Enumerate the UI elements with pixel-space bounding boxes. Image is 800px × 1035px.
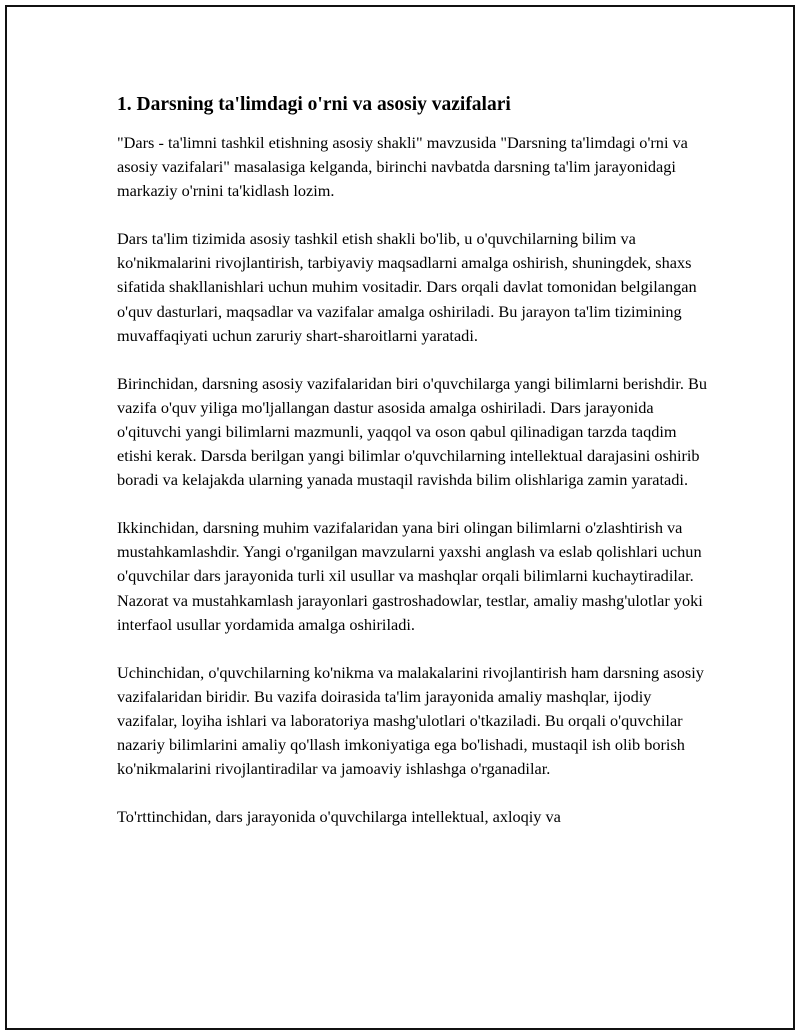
paragraph-tortinchidan: To'rttinchidan, dars jarayonida o'quvchilarga intellektual, axloqiy va (117, 807, 561, 827)
paragraph-uchinchidan: Uchinchidan, o'quvchilarning ko'nikma va malakalarini rivojlantirish ham darsning asosiy vazifalaridan biridir. Bu vazifa doirasida ta'lim jarayonida amaliy mashqlar, ijodiy vazifalar, loyiha ishlari va laboratoriya mashg'ulotlari o'tkaziladi. Bu orqali o'quvchilar nazariy bilimlarini amaliy qo'llash imkoniyatiga ega bo'lishadi, mustaqil ish olib borish ko'nikmalarini rivojlantiradilar va jamoaviy ishlashga o'rganadilar. (117, 662, 704, 779)
paragraph-dars-tizimi: Dars ta'lim tizimida asosiy tashkil etish shakli bo'lib, u o'quvchilarning bilim va ko'nikmalarini rivojlantirish, tarbiyaviy maqsadlarni amalga oshirish, shuningdek, shaxs sifatida shakllanishlari uchun muhim vositadir. Dars orqali davlat tomonidan belgilangan o'quv dasturlari, maqsadlar va vazifalar amalga oshiriladi. Bu jarayon ta'lim tizimining muvaffaqiyati uchun zaruriy shart-sharoitlarni yaratadi. (117, 229, 697, 345)
section-heading: 1. Darsning ta'limdagi o'rni va asosiy vazifalari (117, 94, 511, 115)
paragraph-birinchidan: Birinchidan, darsning asosiy vazifalaridan biri o'quvchilarga yangi bilimlarni berishdir. Bu vazifa o'quv yiliga mo'ljallangan dastur asosida amalga oshiriladi. Dars jarayonida o'qituvchi yangi bilimlarni mazmunli, yaqqol va oson qabul qilinadigan tarzda taqdim etishi kerak. Darsda berilgan yangi bilimlar o'quvchilarning intellektual darajasini oshirib boradi va kelajakda ularning yanada mustaqil ravishda bilim olishlariga zamin yaratadi. (117, 373, 707, 490)
paragraph-ikkinchidan: Ikkinchidan, darsning muhim vazifalaridan yana biri olingan bilimlarni o'zlashtirish va mustahkamlashdir. Yangi o'rganilgan mavzularni yaxshi anglash va eslab qolishlari uchun o'quvchilar dars jarayonida turli xil usullar va mashqlar orqali bilimlarni kuchaytiradilar. Nazorat va mustahkamlash jarayonlari gastroshadowlar, testlar, amaliy mashg'ulotlar yoki interfaol usullar yordamida amalga oshiriladi. (117, 518, 703, 634)
document-body (117, 92, 707, 829)
paragraph-intro: "Dars - ta'limni tashkil etishning asosiy shakli" mavzusida "Darsning ta'limdagi o'rni va asosiy vazifalari" masalasiga kelganda, birinchi navbatda darsning ta'lim jarayonidagi markaziy o'rnini ta'kidlash lozim. (117, 133, 688, 201)
